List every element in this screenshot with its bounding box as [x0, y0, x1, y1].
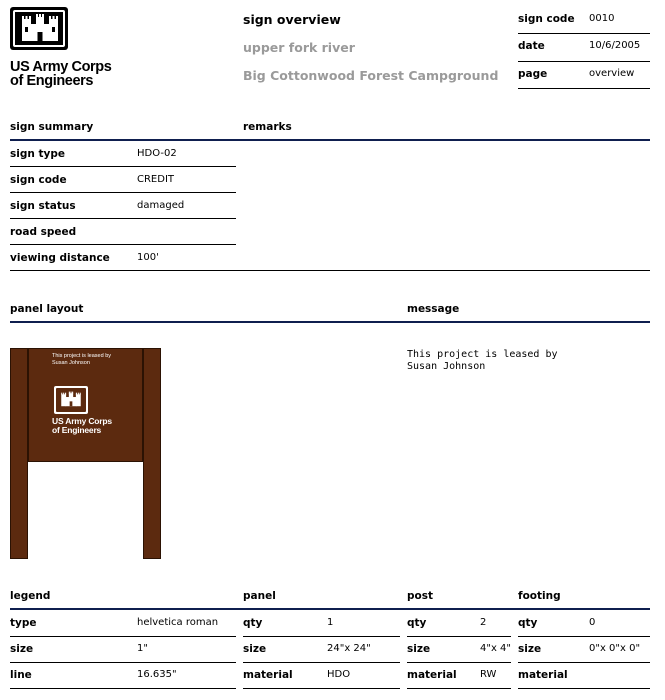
org-line-1: US Army Corps	[10, 59, 112, 75]
legend-heading: legend	[10, 590, 51, 602]
legend-label-line: line	[10, 669, 32, 681]
footing-label-qty: qty	[518, 617, 538, 629]
divider	[518, 636, 650, 637]
sign-panel-org	[52, 417, 112, 435]
summary-value-viewing-distance: 100'	[137, 252, 159, 263]
footing-value-qty: 0	[589, 617, 596, 628]
divider	[10, 244, 236, 245]
sign-post-right	[143, 348, 161, 559]
panel-label-material: material	[243, 669, 293, 681]
summary-label-road-speed: road speed	[10, 226, 77, 238]
divider	[518, 88, 650, 89]
panel-label-size: size	[243, 643, 267, 655]
post-label-size: size	[407, 643, 431, 655]
post-value-size: 4"x 4"	[480, 643, 512, 654]
post-value-qty: 2	[480, 617, 487, 628]
footing-label-size: size	[518, 643, 542, 655]
summary-label-sign-status: sign status	[10, 200, 76, 212]
section-rule	[10, 608, 650, 610]
header-date-value: 10/6/2005	[589, 40, 641, 51]
divider	[10, 218, 236, 219]
sign-panel-line-2: Susan Johnson	[52, 360, 90, 366]
sign-panel-text	[52, 353, 111, 367]
sign-panel-line-1: This project is leased by	[52, 353, 111, 359]
sign-post-left	[10, 348, 28, 559]
divider	[10, 688, 236, 689]
panel-value-material: HDO	[327, 669, 351, 680]
page-title: sign overview	[243, 12, 341, 27]
org-line-2: of Engineers	[10, 73, 94, 89]
castle-logo-icon	[54, 386, 88, 414]
divider	[407, 662, 511, 663]
divider	[407, 636, 511, 637]
panel-heading: panel	[243, 590, 276, 602]
header-page-label: page	[518, 68, 548, 80]
divider	[10, 270, 650, 271]
page-subtitle-campground: Big Cottonwood Forest Campground	[243, 68, 499, 83]
panel-label-qty: qty	[243, 617, 263, 629]
sign-panel-org-line-1: US Army Corps	[52, 416, 112, 426]
message-line-2: Susan Johnson	[407, 361, 486, 372]
section-rule	[10, 139, 650, 141]
divider	[10, 662, 236, 663]
divider	[243, 636, 400, 637]
divider	[243, 662, 400, 663]
message-text	[407, 349, 558, 373]
divider	[518, 33, 650, 34]
legend-value-type: helvetica roman	[137, 617, 219, 628]
message-heading: message	[407, 303, 460, 315]
footing-label-material: material	[518, 669, 568, 681]
page-subtitle-river: upper fork river	[243, 40, 355, 55]
divider	[10, 166, 236, 167]
divider	[10, 192, 236, 193]
summary-label-sign-code: sign code	[10, 174, 67, 186]
post-label-material: material	[407, 669, 457, 681]
header-sign-code-value: 0010	[589, 13, 615, 24]
header-sign-code-label: sign code	[518, 13, 575, 25]
legend-value-size: 1"	[137, 643, 148, 654]
divider	[518, 662, 650, 663]
section-rule	[10, 321, 650, 323]
header-date-label: date	[518, 40, 545, 52]
summary-value-sign-type: HDO-02	[137, 148, 177, 159]
divider	[243, 688, 400, 689]
summary-heading: sign summary	[10, 121, 94, 133]
footing-heading: footing	[518, 590, 561, 602]
sign-panel	[28, 348, 143, 462]
divider	[407, 688, 511, 689]
footing-value-size: 0"x 0"x 0"	[589, 643, 641, 654]
remarks-heading: remarks	[243, 121, 292, 133]
post-label-qty: qty	[407, 617, 427, 629]
summary-value-sign-code: CREDIT	[137, 174, 175, 185]
divider	[10, 636, 236, 637]
legend-value-line: 16.635"	[137, 669, 177, 680]
summary-label-viewing-distance: viewing distance	[10, 252, 110, 264]
divider	[518, 688, 650, 689]
post-heading: post	[407, 590, 433, 602]
header-page-value: overview	[589, 68, 635, 79]
sign-panel-org-line-2: of Engineers	[52, 425, 102, 435]
summary-value-sign-status: damaged	[137, 200, 185, 211]
panel-value-size: 24"x 24"	[327, 643, 371, 654]
legend-label-type: type	[10, 617, 37, 629]
castle-logo-icon	[10, 7, 68, 50]
org-name	[10, 60, 111, 88]
legend-label-size: size	[10, 643, 34, 655]
summary-label-sign-type: sign type	[10, 148, 65, 160]
panel-value-qty: 1	[327, 617, 334, 628]
panel-layout-heading: panel layout	[10, 303, 84, 315]
divider	[518, 61, 650, 62]
post-value-material: RW	[480, 669, 497, 680]
message-line-1: This project is leased by	[407, 349, 558, 360]
